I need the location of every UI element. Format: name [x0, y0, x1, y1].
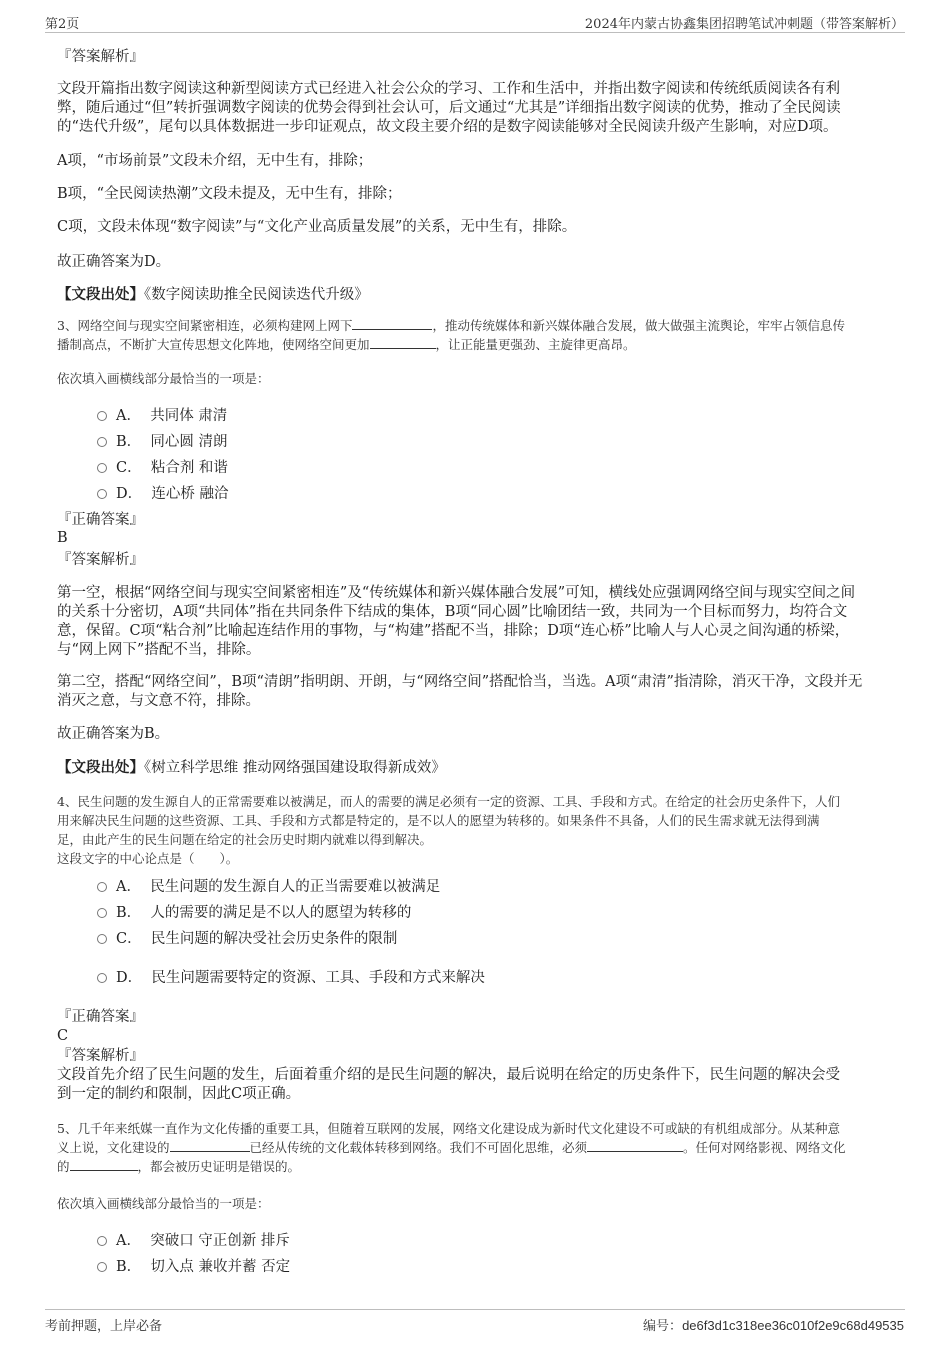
option-text: 民生问题的发生源自人的正当需要难以被满足	[150, 879, 441, 895]
q3-option-c-radio[interactable]	[97, 463, 107, 473]
q2-point-a: A项，“市场前景”文段未介绍，无中生有，排除；	[57, 153, 373, 169]
q4-option-c[interactable]	[116, 927, 397, 948]
q3-option-c[interactable]	[116, 456, 228, 477]
q5-stem-line3	[57, 1158, 300, 1176]
q5-option-a-radio[interactable]	[97, 1236, 107, 1246]
q3-analysis-line: 与“网上网下”搭配不当，排除。	[57, 642, 261, 658]
q5-option-b-radio[interactable]	[97, 1262, 107, 1272]
q4-option-b-radio[interactable]	[97, 908, 107, 918]
q5-stem-text: 。任何对网络影视、网络文化	[683, 1140, 846, 1155]
q2-analysis-label: 『答案解析』	[57, 49, 144, 65]
option-key: B．	[116, 1259, 142, 1275]
header-divider	[45, 32, 905, 33]
option-text: 连心桥 融洽	[151, 486, 229, 502]
q4-stem-line: 4、民生问题的发生源自人的正常需要难以被满足，而人的需要的满足必须有一定的资源、工具、手段和方式。在给定的社会历史条件下，人们	[57, 794, 840, 809]
q5-option-b[interactable]	[116, 1255, 290, 1276]
q5-stem-text: 的	[57, 1159, 70, 1174]
q4-option-d[interactable]	[116, 966, 485, 987]
q3-option-d[interactable]	[116, 482, 228, 503]
q5-blank-1	[170, 1140, 250, 1152]
source-title: 《数字阅读助推全民阅读迭代升级》	[144, 287, 369, 303]
q3-analysis-line: 第二空，搭配“网络空间”，B项“清朗”指明朗、开朗，与“网络空间”搭配恰当，当选。A项“肃清”指清除，消灭干净，文段并无	[57, 674, 863, 690]
q5-stem-line1: 5、几千年来纸媒一直作为文化传播的重要工具，但随着互联网的发展，网络文化建设成为新时代文化建设不可或缺的有机组成部分。从某种意	[57, 1121, 840, 1136]
q3-stem-text: ，让正能量更强劲、主旋律更高昂。	[435, 337, 636, 352]
q2-point-c: C项，文段未体现“数字阅读”与“文化产业高质量发展”的关系，无中生有，排除。	[57, 219, 577, 235]
option-key: B．	[116, 905, 142, 921]
option-text: 同心圆 清朗	[150, 434, 228, 450]
q4-option-a-radio[interactable]	[97, 882, 107, 892]
q4-stem-line: 足，由此产生的民生问题在给定的社会历史时期内就难以得到解决。	[57, 832, 433, 847]
q5-blank-2	[587, 1140, 683, 1152]
q3-option-b[interactable]	[116, 430, 227, 451]
q5-option-a[interactable]	[116, 1229, 290, 1250]
q3-blank-1	[352, 318, 432, 330]
q4-analysis-line: 文段首先介绍了民生问题的发生，后面着重介绍的是民生问题的解决，最后说明在给定的历史条件下，民生问题的解决会受	[57, 1067, 840, 1083]
q3-conclusion: 故正确答案为B。	[57, 726, 170, 742]
option-text: 共同体 肃清	[150, 408, 228, 424]
footer-divider	[45, 1309, 905, 1310]
q2-point-b: B项，“全民阅读热潮”文段未提及，无中生有，排除；	[57, 186, 402, 202]
q4-option-c-radio[interactable]	[97, 934, 107, 944]
footer-code	[643, 1315, 904, 1334]
q4-correct-label: 『正确答案』	[57, 1009, 144, 1025]
footer-code-value: de6f3d1c318ee36c010f2e9c68d49535	[682, 1318, 904, 1333]
document-title: 2024年内蒙古协鑫集团招聘笔试冲刺题（带答案解析）	[584, 17, 904, 32]
q3-option-d-radio[interactable]	[97, 489, 107, 499]
q4-option-b[interactable]	[116, 901, 411, 922]
footer-note: 考前押题，上岸必备	[45, 1319, 163, 1334]
q3-analysis-line: 第一空，根据“网络空间与现实空间紧密相连”及“传统媒体和新兴媒体融合发展”可知，横线处应强调网络空间与现实空间之间	[57, 585, 856, 601]
option-key: A．	[116, 879, 141, 895]
q5-blank-3	[70, 1159, 138, 1171]
option-key: B．	[116, 434, 142, 450]
q3-option-a-radio[interactable]	[97, 411, 107, 421]
q3-correct-label: 『正确答案』	[57, 512, 144, 528]
q3-stem-text: 3、网络空间与现实空间紧密相连，必须构建网上网下	[57, 318, 353, 333]
option-key: D．	[116, 970, 143, 986]
q3-blank-2	[370, 337, 436, 349]
q2-analysis-line: 文段开篇指出数字阅读这种新型阅读方式已经进入社会公众的学习、工作和生活中，并指出数字阅读和传统纸质阅读各有利	[57, 81, 840, 97]
footer-code-label: 编号：	[643, 1319, 683, 1334]
q3-analysis-line: 意，保留。C项“粘合剂”比喻起连结作用的事物，与“构建”搭配不当，排除；D项“连心桥”比喻人与人心灵之间沟通的桥梁，	[57, 623, 850, 639]
q3-analysis-line: 消灭之意，与文意不符，排除。	[57, 693, 260, 709]
q2-conclusion: 故正确答案为D。	[57, 254, 171, 270]
option-key: C．	[116, 460, 142, 476]
q3-stem-line2	[57, 336, 636, 354]
q2-source	[57, 286, 369, 304]
page-number: 第2页	[45, 17, 80, 32]
option-text: 突破口 守正创新 排斥	[150, 1233, 290, 1249]
option-text: 民生问题的解决受社会历史条件的限制	[150, 931, 398, 947]
option-key: D．	[116, 486, 143, 502]
q4-option-d-radio[interactable]	[97, 973, 107, 983]
option-text: 民生问题需要特定的资源、工具、手段和方式来解决	[151, 970, 485, 986]
option-key: C．	[116, 931, 142, 947]
source-label: 【文段出处】	[57, 759, 144, 776]
option-text: 切入点 兼收并蓄 否定	[150, 1259, 291, 1275]
q3-source	[57, 759, 446, 777]
q5-stem-text: 已经从传统的文化载体转移到网络。我们不可固化思维，必须	[249, 1140, 588, 1155]
q3-correct-answer: B	[57, 530, 68, 546]
q5-prompt: 依次填入画横线部分最恰当的一项是：	[57, 1196, 270, 1211]
q3-stem-text: 播制高点，不断扩大宣传思想文化阵地，使网络空间更加	[57, 337, 370, 352]
q3-option-b-radio[interactable]	[97, 437, 107, 447]
q3-prompt: 依次填入画横线部分最恰当的一项是：	[57, 371, 270, 386]
q3-option-a[interactable]	[116, 404, 227, 425]
q3-analysis-line: 的关系十分密切，A项“共同体”指在共同条件下结成的集体，B项“同心圆”比喻团结一致，共同为一个目标而努力，均符合文	[57, 604, 848, 620]
q3-analysis-label: 『答案解析』	[57, 552, 144, 568]
source-title: 《树立科学思维 推动网络强国建设取得新成效》	[144, 760, 446, 776]
option-text: 粘合剂 和谐	[150, 460, 228, 476]
source-label: 【文段出处】	[57, 286, 144, 303]
q4-stem-line: 用来解决民生问题的这些资源、工具、手段和方式都是特定的，是不以人的愿望为转移的。如果条件不具备，人们的民生需求就无法得到满	[57, 813, 820, 828]
q4-analysis-label: 『答案解析』	[57, 1048, 144, 1064]
q4-option-a[interactable]	[116, 875, 440, 896]
option-key: A．	[116, 408, 141, 424]
q2-analysis-line: 弊，随后通过“但”转折强调数字阅读的优势会得到社会认可，后文通过“尤其是”详细指出数字阅读的优势，推动了全民阅读	[57, 100, 841, 116]
q2-analysis-line: 的“迭代升级”，尾句以具体数据进一步印证观点，故文段主要介绍的是数字阅读能够对全民阅读升级产生影响，对应D项。	[57, 119, 838, 135]
q3-stem-line1	[57, 317, 845, 335]
q4-correct-answer: C	[57, 1028, 69, 1044]
option-text: 人的需要的满足是不以人的愿望为转移的	[150, 905, 412, 921]
q3-stem-text: ，推动传统媒体和新兴媒体融合发展，做大做强主流舆论，牢牢占领信息传	[432, 318, 845, 333]
q5-stem-text: 义上说，文化建设的	[57, 1140, 170, 1155]
q5-stem-line2	[57, 1139, 846, 1157]
option-key: A．	[116, 1233, 141, 1249]
q4-analysis-line: 到一定的制约和限制，因此C项正确。	[57, 1086, 301, 1102]
q5-stem-text: ，都会被历史证明是错误的。	[137, 1159, 301, 1174]
q4-stem-line: 这段文字的中心论点是（ ）。	[57, 851, 239, 866]
